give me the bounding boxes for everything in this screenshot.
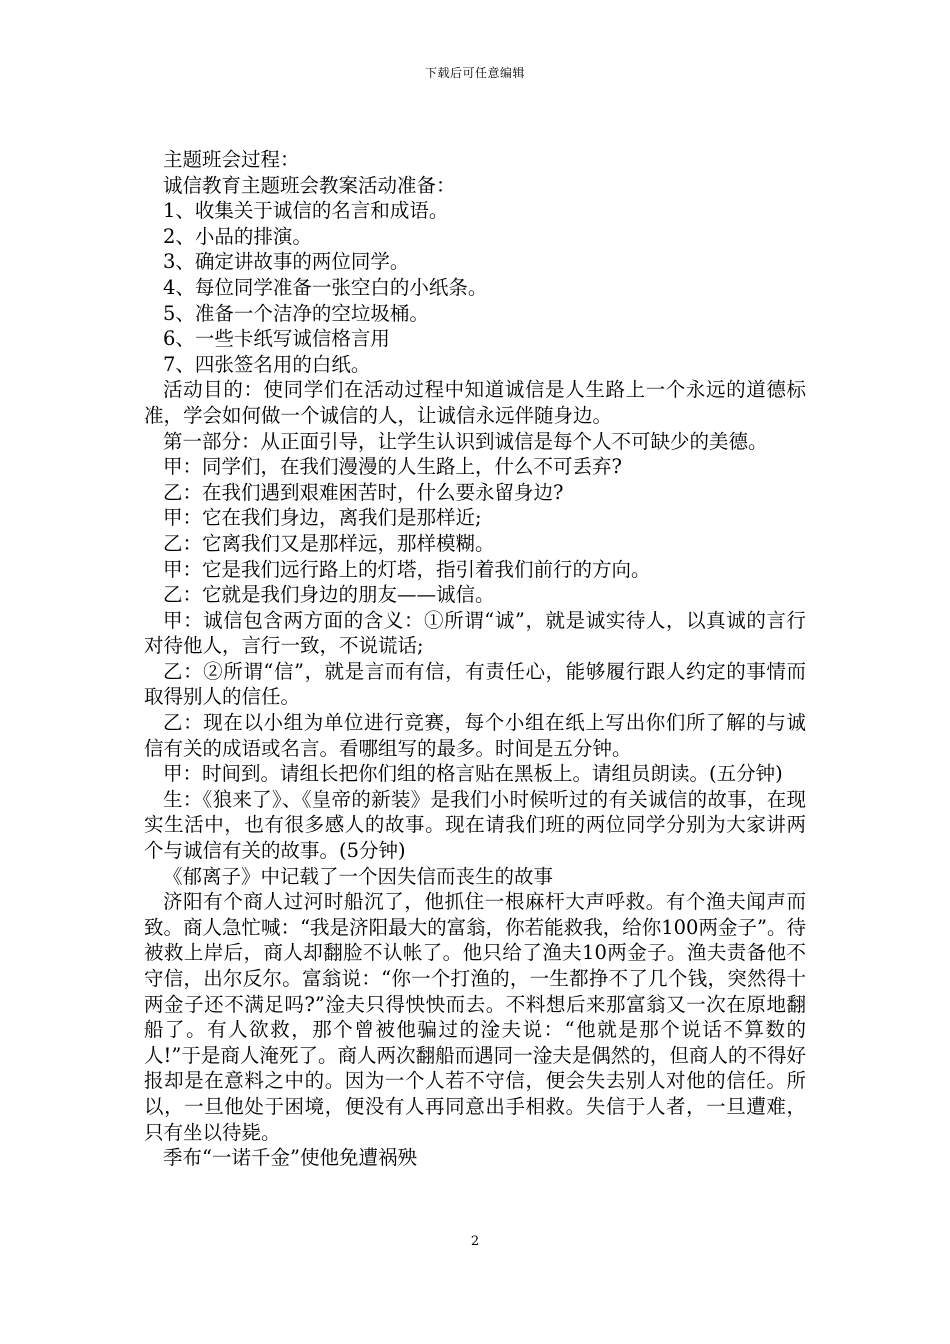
paragraph: 主题班会过程： xyxy=(163,148,300,171)
list-item: 3、确定讲故事的两位同学。 xyxy=(163,250,410,274)
dialogue-line: 甲：时间到。请组长把你们组的格言贴在黑板上。请组员朗读。(五分钟) xyxy=(163,762,783,786)
list-item: 7、四张签名用的白纸。 xyxy=(163,352,371,376)
paragraph: 诚信教育主题班会教案活动准备： xyxy=(163,173,456,197)
paragraph: 第一部分：从正面引导，让学生认识到诚信是每个人不可缺少的美德。 xyxy=(163,429,768,453)
document-body xyxy=(144,147,806,1171)
page-header: 下载后可任意编辑 xyxy=(424,66,525,80)
dialogue-line: 乙：现在以小组为单位进行竞赛，每个小组在纸上写出你们所了解的与诚信有关的成语或名言。看哪组写的最多。时间是五分钟。 xyxy=(144,711,806,760)
story-title: 季布“一诺千金”使他免遭祸殃 xyxy=(163,1146,417,1170)
list-item: 1、收集关于诚信的名言和成语。 xyxy=(163,199,449,223)
dialogue-line: 乙：②所谓“信”，就是言而有信，有责任心，能够履行跟人约定的事情而取得别人的信任。 xyxy=(144,659,806,709)
dialogue-line: 甲：诚信包含两方面的含义：①所谓“诚”，就是诚实待人，以真诚的言行对待他人，言行一致，不说谎话; xyxy=(144,608,806,658)
dialogue-line: 甲：它在我们身边，离我们是那样近; xyxy=(163,506,482,530)
dialogue-line: 乙：它离我们又是那样远，那样模糊。 xyxy=(163,531,495,555)
list-item: 5、准备一个洁净的空垃圾桶。 xyxy=(163,301,429,325)
dialogue-line: 甲：它是我们远行路上的灯塔，指引着我们前行的方向。 xyxy=(163,557,651,581)
page-number: 2 xyxy=(470,1234,480,1249)
story-title: 《郁离子》中记载了一个因失信而丧生的故事 xyxy=(163,864,554,888)
story-text: 济阳有个商人过河时船沉了，他抓住一根麻杆大声呼救。有个渔夫闻声而致。商人急忙喊：“我是济阳最大的富翁，你若能救我，给你100两金子”。待被救上岸后，商人却翻脸不认帐了。他只给了渔夫10两金子。渔夫责备他不守信，出尔反尔。富翁说：“你一个打渔的，一生都挣不了几个钱，突然得十两金子还不满足吗?”淦夫只得怏怏而去。不料想后来那富翁又一次在原地翻船了。有人欲救，那个曾被他骗过的淦夫说：“他就是那个说话不算数的人!”于是商人淹死了。商人两次翻船而遇同一淦夫是偶然的，但商人的不得好报却是在意料之中的。因为一个人若不守信，便会失去别人对他的信任。所以，一旦他处于困境，便没有人再同意出手相救。失信于人者，一旦遭难，只有坐以待毙。 xyxy=(144,890,806,1144)
list-item: 4、每位同学准备一张空白的小纸条。 xyxy=(163,275,488,299)
list-item: 2、小品的排演。 xyxy=(163,224,312,248)
list-item: 6、一些卡纸写诚信格言用 xyxy=(163,327,390,351)
paragraph: 生：《狼来了》、《皇帝的新装》是我们小时候听过的有关诚信的故事，在现实生活中，也有很多感人的故事。现在请我们班的两位同学分别为大家讲两个与诚信有关的故事。(5分钟) xyxy=(144,787,806,863)
dialogue-line: 乙：在我们遇到艰难困苦时，什么要永留身边? xyxy=(163,480,564,504)
dialogue-line: 甲：同学们，在我们漫漫的人生路上，什么不可丢弃? xyxy=(163,455,622,479)
paragraph: 活动目的：使同学们在活动过程中知道诚信是人生路上一个永远的道德标准，学会如何做一个诚信的人，让诚信永远伴随身边。 xyxy=(144,378,806,427)
dialogue-line: 乙：它就是我们身边的朋友——诚信。 xyxy=(163,583,495,607)
